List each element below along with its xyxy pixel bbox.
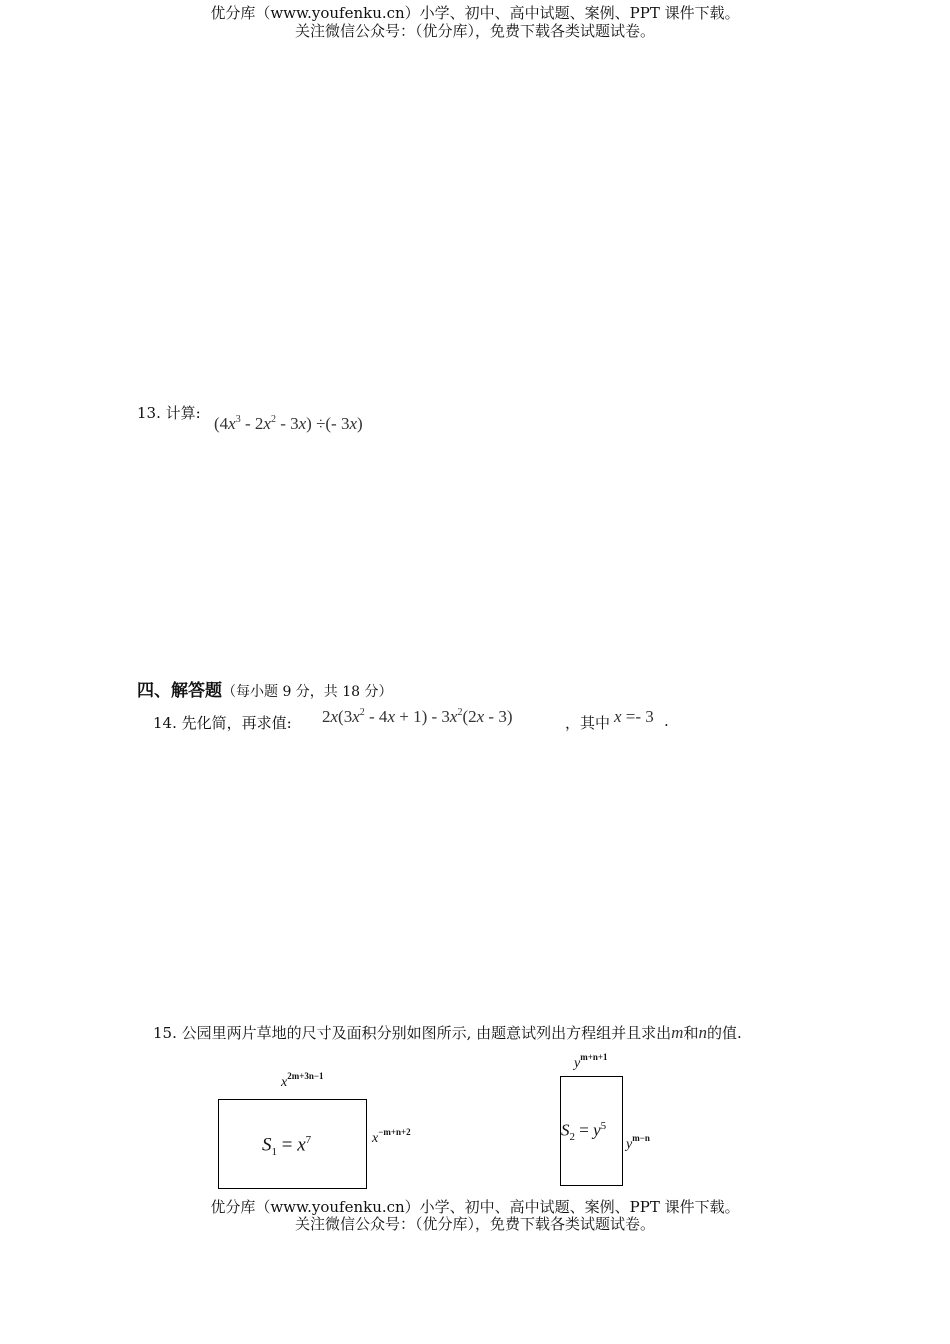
section-4-note: （每小题 9 分，共 18 分） bbox=[222, 684, 393, 700]
question-15-stem: 15. 公园里两片草地的尺寸及面积分别如图所示, 由题意试列出方程组并且求出 bbox=[153, 1024, 672, 1042]
page-footer-line1: 优分库（www.youfenku.cn）小学、初中、高中试题、案例、PPT 课件下载。 bbox=[210, 1198, 740, 1216]
variable-m: m bbox=[671, 1023, 684, 1042]
question-13-expression: $(4x^3 - 2x^2 - 3x)$ ÷(- 3x) bbox=[214, 414, 363, 433]
question-14-label: 14. 先化简，再求值: bbox=[153, 714, 292, 732]
section-4-title: 四、解答题 bbox=[137, 681, 222, 701]
question-14-condition: x =- 3 bbox=[614, 707, 654, 726]
figure-2-side-label: $y^{m-n}$ bbox=[626, 1133, 650, 1152]
page-header-line2: 关注微信公众号：（优分库），免费下载各类试题试卷。 bbox=[294, 22, 655, 40]
figure-1-area-label: $S_1 = x^7$ bbox=[262, 1134, 312, 1159]
page-footer-line2: 关注微信公众号：（优分库），免费下载各类试题试卷。 bbox=[294, 1215, 655, 1233]
question-15-text bbox=[153, 1022, 742, 1043]
question-15-and: 和 bbox=[683, 1024, 699, 1042]
variable-n: n bbox=[698, 1023, 707, 1042]
question-14-mid-text: ，其中 bbox=[565, 714, 611, 732]
question-15-tail: 的值. bbox=[706, 1024, 742, 1042]
figure-2-area-label: $S_2 = y^5$ bbox=[561, 1120, 607, 1144]
figure-1-top-label: $x^{2m+3n-1}$ bbox=[281, 1071, 324, 1090]
question-14-end: . bbox=[664, 712, 669, 730]
question-14-expression: $2x(3x^2 - 4x + 1) - 3x^2(2x - 3)$ bbox=[322, 707, 513, 726]
figure-1-side-label: $x^{-m+n+2}$ bbox=[372, 1127, 411, 1146]
page-header-line1: 优分库（www.youfenku.cn）小学、初中、高中试题、案例、PPT 课件下载。 bbox=[210, 4, 740, 22]
figure-2-top-label: $y^{m+n+1}$ bbox=[574, 1052, 608, 1071]
section-4-heading bbox=[137, 676, 393, 701]
question-13-label: 13. 计算: bbox=[137, 404, 201, 422]
